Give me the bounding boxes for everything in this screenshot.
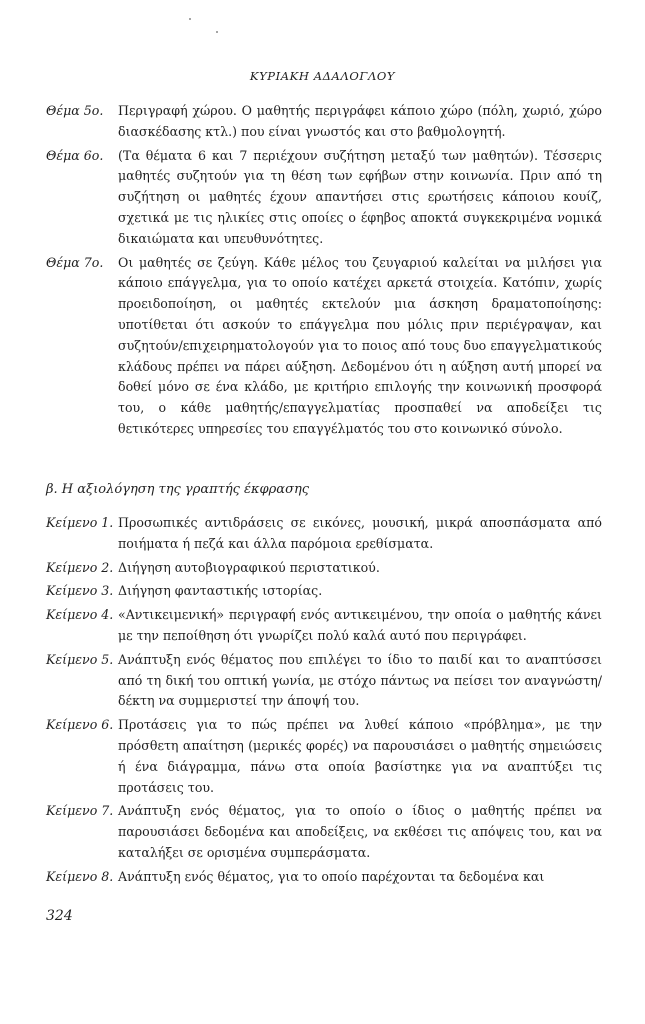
- topic-text: (Τα θέματα 6 και 7 περιέχουν συζήτηση μεταξύ των μαθητών). Τέσσερις μαθητές συζητούν για τη θέση των εφήβων στην κοινωνία. Πριν από τη συζήτηση οι μαθητές έχουν απαντήσει στις ερωτήσεις κάποιου κουίζ, σχετικά με τις ηλικίες στις οποίες ο έφηβος αποκτά συγκεκριμένα νομικά δικαιώματα και υπευθυνότητες.: [118, 147, 602, 246]
- text-label: Κείμενο 1.: [46, 515, 114, 530]
- text-body: Ανάπτυξη ενός θέματος που επιλέγει το ίδιο το παιδί και το αναπτύσσει από τη δική του οπτική γωνία, με στόχο πάντως να πείσει τον αναγνώστη/δέκτη να συμμεριστεί την άποψή του.: [118, 651, 602, 709]
- texts-list: [46, 513, 602, 891]
- text-label: Κείμενο 8.: [46, 868, 114, 884]
- text-entry: [46, 867, 602, 888]
- section-heading: β. Η αξιολόγηση της γραπτής έκφρασης: [46, 482, 310, 497]
- text-label: Κείμενο 7.: [46, 803, 114, 819]
- topic-label: Θέμα 5ο.: [46, 103, 104, 118]
- text-body: Προτάσεις για το πώς πρέπει να λυθεί κάποιο «πρόβλημα», με την πρόσθετη απαίτηση (μερικές φορές) να παρουσιάσει ο μαθητής σημειώσεις ή ένα διάγραμμα, πάνω στα οποία βασίστηκε για να αναπτύξει τις προτάσεις του.: [118, 717, 602, 795]
- text-entry: [46, 715, 602, 798]
- scan-speck: [216, 31, 218, 33]
- scan-speck: [189, 18, 191, 20]
- text-body: «Αντικειμενική» περιγραφή ενός αντικειμένου, την οποία ο μαθητής κάνει με την πεποίθηση ότι γνωρίζει πολύ καλά αυτό που περιγράφει.: [118, 607, 602, 643]
- text-label: Κείμενο 2.: [46, 559, 114, 575]
- text-entry: [46, 801, 602, 863]
- text-entry: [46, 581, 602, 602]
- topic-entry: [46, 146, 602, 250]
- text-body: Ανάπτυξη ενός θέματος, για το οποίο ο ίδιος ο μαθητής πρέπει να παρουσιάσει δεδομένα και αποδείξεις, να εκθέσει τις απόψεις του, και να καταλήξει σε ορισμένα συμπεράσματα.: [118, 803, 602, 860]
- text-body: Προσωπικές αντιδράσεις σε εικόνες, μουσική, μικρά αποσπάσματα από ποιήματα ή πεζά και άλλα παρόμοια ερεθίσματα.: [118, 515, 602, 551]
- text-label: Κείμενο 3.: [46, 583, 114, 599]
- text-entry: [46, 513, 602, 555]
- text-entry: [46, 605, 602, 647]
- text-entry: [46, 558, 602, 579]
- text-body: Διήγηση φανταστικής ιστορίας.: [118, 583, 323, 599]
- text-label: Κείμενο 4.: [46, 607, 114, 623]
- text-label: Κείμενο 5.: [46, 651, 114, 667]
- running-header: ΚΥΡΙΑΚΗ ΑΔΑΛΟΓΛΟΥ: [249, 69, 396, 83]
- topic-entry: [46, 101, 602, 143]
- text-body: Ανάπτυξη ενός θέματος, για το οποίο παρέχονται τα δεδομένα και: [118, 868, 545, 884]
- topics-list: [46, 101, 602, 443]
- text-label: Κείμενο 6.: [46, 717, 114, 733]
- page-number: 324: [46, 908, 73, 924]
- topic-label: Θέμα 7ο.: [46, 254, 104, 270]
- text-body: Διήγηση αυτοβιογραφικού περιστατικού.: [118, 559, 380, 575]
- text-entry: [46, 650, 602, 712]
- topic-entry: [46, 253, 602, 440]
- topic-label: Θέμα 6ο.: [46, 147, 104, 163]
- topic-text: Περιγραφή χώρου. Ο μαθητής περιγράφει κάποιο χώρο (πόλη, χωριό, χώρο διασκέδασης κτλ.) που είναι γνωστός και στο βαθμολογητή.: [118, 103, 602, 139]
- topic-text: Οι μαθητές σε ζεύγη. Κάθε μέλος του ζευγαριού καλείται να μιλήσει για κάποιο επάγγελμα, για το οποίο κατέχει αρκετά στοιχεία. Κατόπιν, χωρίς προειδοποίηση, οι μαθητές εκτελούν μια άσκηση δραματοποίησης: υποτίθεται ότι ασκούν το επάγγελμα που μόλις πριν περιέγραψαν, και συζητούν/επιχειρηματολογούν για το ποιος από τους δυο επαγγελματικούς κλάδους πρέπει να πάρει αύξηση. Δεδομένου ότι η αύξηση αυτή μπορεί να δοθεί μόνο σε ένα κλάδο, με κριτήριο επιλογής την κοινωνική προσφορά του, ο κάθε μαθητής/επαγγελματίας προσπαθεί να αποδείξει τις θετικότερες υπηρεσίες του επαγγέλματός του στο κοινωνικό σύνολο.: [118, 254, 602, 436]
